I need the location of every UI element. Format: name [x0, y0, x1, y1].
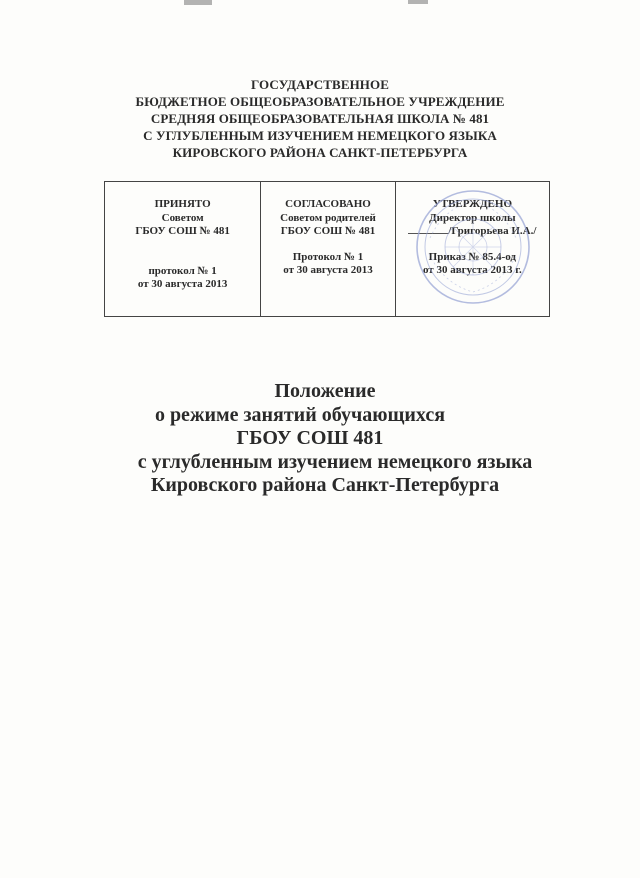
- accepted-line: ГБОУ СОШ № 481: [135, 225, 230, 237]
- approved-line: Директор школы: [429, 211, 516, 224]
- title-line: Кировского района Санкт-Петербурга: [150, 474, 500, 496]
- agreed-line: ГБОУ СОШ № 481: [280, 225, 376, 237]
- scan-mark: [408, 0, 428, 4]
- accepted-protocol: протокол № 1: [148, 264, 217, 277]
- header-line: БЮДЖЕТНОЕ ОБЩЕОБРАЗОВАТЕЛЬНОЕ УЧРЕЖДЕНИЕ: [135, 94, 505, 109]
- scan-mark: [184, 0, 212, 5]
- agreed-date: от 30 августа 2013: [283, 264, 373, 276]
- header-line: С УГЛУБЛЕННЫМ ИЗУЧЕНИЕМ НЕМЕЦКОГО ЯЗЫКА: [143, 128, 497, 143]
- header-line: ГОСУДАРСТВЕННОЕ: [251, 77, 389, 92]
- header-line: СРЕДНЯЯ ОБЩЕОБРАЗОВАТЕЛЬНАЯ ШКОЛА № 481: [150, 111, 490, 126]
- title-line: с углубленным изучением немецкого языка: [137, 450, 533, 473]
- signature-name: /Григорьева И.А./: [448, 225, 537, 237]
- title-line: ГБОУ СОШ 481: [236, 427, 384, 449]
- institution-header: [0, 76, 640, 161]
- header-line: КИРОВСКОГО РАЙОНА САНКТ-ПЕТЕРБУРГА: [172, 145, 468, 160]
- approved-date: от 30 августа 2013 г.: [422, 264, 522, 276]
- approval-cell-accepted: [105, 182, 261, 316]
- approval-cell-agreed: [261, 182, 395, 316]
- agreed-protocol: Протокол № 1: [292, 250, 364, 263]
- accepted-line: Советом: [161, 211, 204, 224]
- approved-signature: [396, 225, 549, 239]
- approval-cell-approved: [396, 182, 549, 316]
- signature-line: [408, 233, 448, 234]
- title-line: о режиме занятий обучающихся: [154, 403, 446, 426]
- accepted-date: от 30 августа 2013: [137, 278, 228, 290]
- agreed-line: Советом родителей: [280, 211, 376, 224]
- approved-heading: УТВЕРЖДЕНО: [432, 198, 512, 210]
- approval-table: [104, 181, 550, 317]
- approved-order: Приказ № 85.4-од: [428, 250, 516, 263]
- document-title: [0, 380, 640, 498]
- accepted-heading: ПРИНЯТО: [154, 198, 211, 210]
- agreed-heading: СОГЛАСОВАНО: [285, 198, 371, 210]
- title-line: Положение: [274, 380, 376, 402]
